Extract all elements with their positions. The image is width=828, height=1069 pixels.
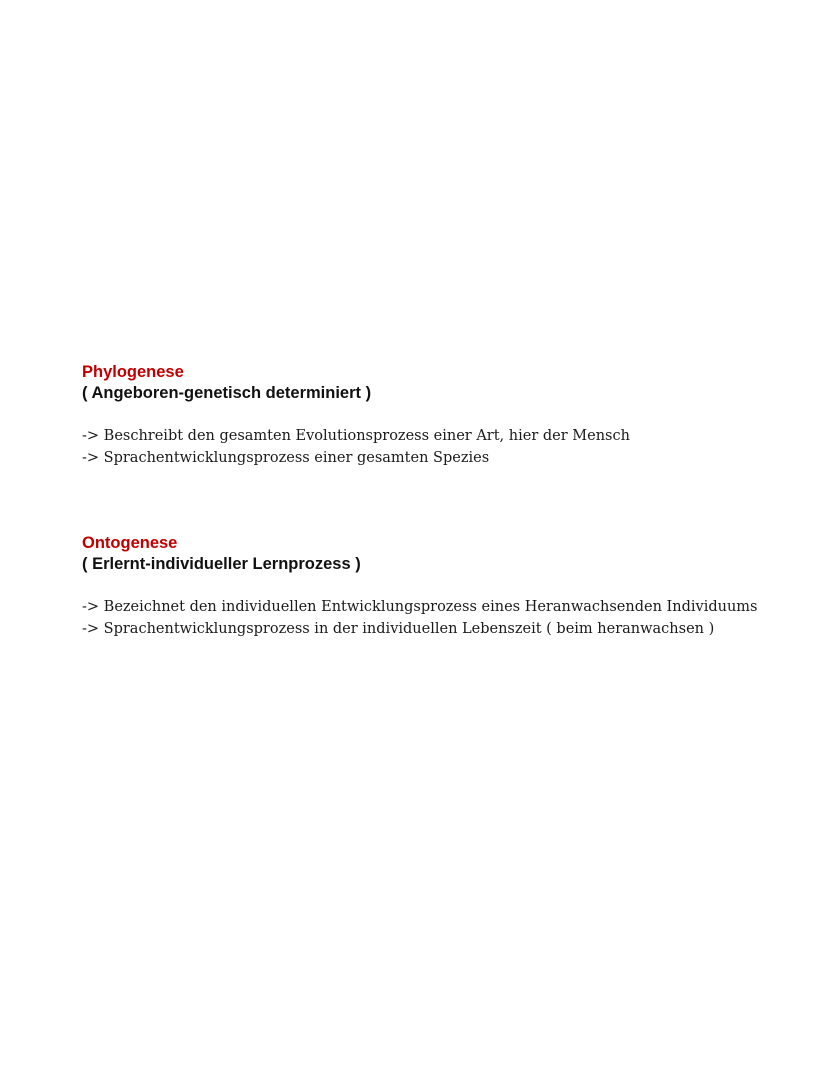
- bullet-list: [82, 597, 802, 640]
- bullet-list: [82, 426, 802, 469]
- section-subtitle: ( Angeboren-genetisch determiniert ): [82, 384, 372, 402]
- section-title: Ontogenese: [82, 534, 178, 552]
- bullet-item: -> Sprachentwicklungsprozess in der individuellen Lebenszeit ( beim heranwachsen ): [82, 620, 715, 637]
- section-title: Phylogenese: [82, 363, 184, 381]
- bullet-item: -> Sprachentwicklungsprozess einer gesamten Spezies: [82, 449, 490, 466]
- bullet-item: -> Beschreibt den gesamten Evolutionsprozess einer Art, hier der Mensch: [82, 428, 630, 444]
- section-subtitle: ( Erlernt-individueller Lernprozess ): [82, 555, 361, 573]
- bullet-item: -> Bezeichnet den individuellen Entwicklungsprozess eines Heranwachsenden Individuums: [82, 599, 758, 615]
- section-ontogenese: [82, 533, 802, 640]
- section-phylogenese: [82, 362, 802, 469]
